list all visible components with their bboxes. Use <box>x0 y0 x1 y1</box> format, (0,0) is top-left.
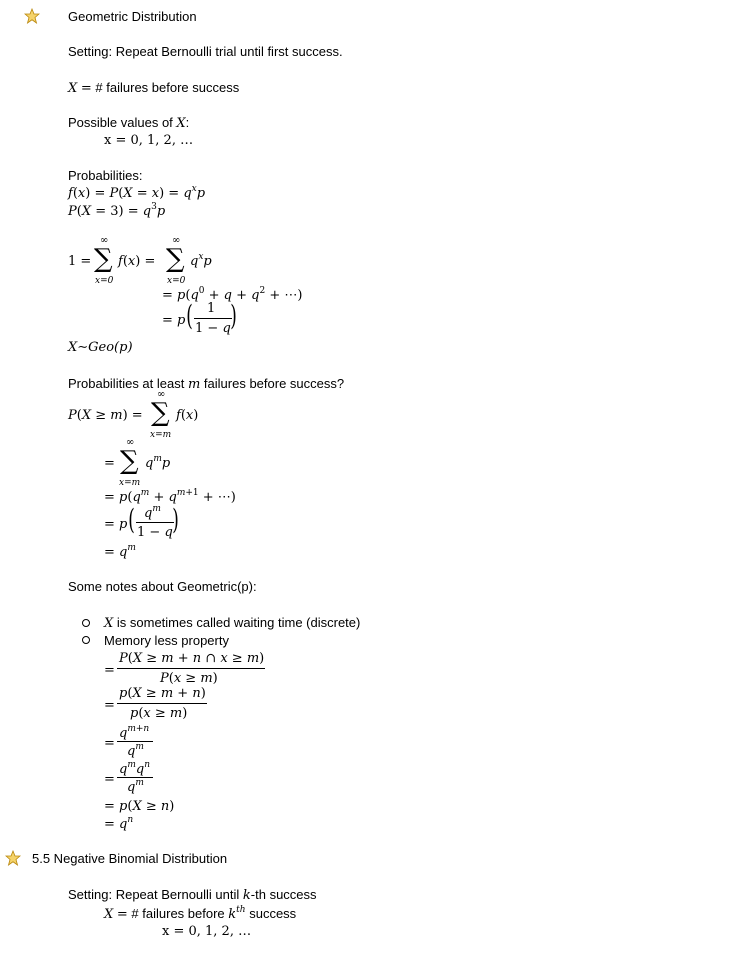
mem-step-6: = $q^n$ <box>104 815 134 832</box>
section-title-geometric: Geometric Distribution <box>68 9 197 24</box>
series-expansion: = $p(q^0 + q + q^2$ + ⋯) <box>162 286 303 303</box>
sigma-icon: ∑ <box>151 398 170 428</box>
sum-upper-limit-2: ∞ <box>172 235 181 246</box>
sigma-icon: ∑ <box>94 244 113 274</box>
note-waiting-time: X is sometimes called waiting time (discrete) <box>104 615 361 631</box>
mem-step-4-eq: = <box>104 772 115 787</box>
tail-step-1: = <box>104 456 115 471</box>
left-paren: ( <box>128 503 135 536</box>
fraction-bar <box>117 668 265 669</box>
star-icon <box>5 850 21 866</box>
tail-step-3: = p <box>104 517 128 532</box>
pmf-example: $P(X = 3) = q^3p$ <box>68 202 166 219</box>
sum-upper-limit-3: ∞ <box>157 389 166 400</box>
fraction-bar <box>136 522 174 523</box>
fraction-bar <box>117 703 207 704</box>
circle-bullet-icon <box>82 619 90 627</box>
possible-values: x = 0, 1, 2, … <box>104 133 194 148</box>
geo-notation: X∼Geo(p) <box>68 340 133 355</box>
circle-bullet-icon <box>82 636 90 644</box>
notes-label: Some notes about Geometric(p): <box>68 579 257 594</box>
mem-step-2-eq: = <box>104 698 115 713</box>
possible-values-label: Possible values of X: <box>68 115 190 131</box>
left-paren: ( <box>186 299 193 332</box>
x-definition: X = # failures before success <box>68 80 240 96</box>
mem-step-3-num: $q^{m+n}$ <box>119 724 150 741</box>
mem-step-4-num: $q^mq^n$ <box>119 760 150 777</box>
sum-lower-limit-2: x=0 <box>167 276 186 286</box>
mem-step-1-num: P(X ≥ m + n ∩ x ≥ m) <box>119 651 265 666</box>
tail-term-fx: f(x) <box>176 408 199 423</box>
nb-values: x = 0, 1, 2, … <box>162 924 252 939</box>
sum-one-equation: 1 = <box>68 254 92 269</box>
sum-lower-limit-4: x=m <box>119 478 141 488</box>
tail-step-4: = $q^m$ <box>104 543 136 560</box>
sum-lower-limit: x=0 <box>95 276 114 286</box>
tail-prob-formula: P(X ≥ m) = <box>68 408 143 423</box>
sum-term-qxp: $q^xp$ <box>190 252 212 269</box>
nb-x-definition: X = # failures before $k^{th}$ success <box>104 905 297 922</box>
sum-upper-limit: ∞ <box>100 235 109 246</box>
mem-step-3-den: $q^m$ <box>127 742 144 759</box>
mem-step-1-eq: = <box>104 663 115 678</box>
tail-step-2: = $p(q^m + q^{m+1}$ + ⋯) <box>104 488 236 505</box>
sum-upper-limit-4: ∞ <box>126 437 135 448</box>
mem-step-2-num: p(X ≥ m + n) <box>119 686 206 701</box>
right-paren: ) <box>230 299 237 332</box>
frac-num-2: $q^m$ <box>144 504 161 521</box>
mem-step-2-den: p(x ≥ m) <box>130 706 188 721</box>
fraction-bar <box>194 318 232 319</box>
mem-step-3-eq: = <box>104 736 115 751</box>
pmf-formula: $f(x) = P(X = x) = q^xp$ <box>68 184 206 201</box>
series-result: = p <box>162 313 186 328</box>
nb-setting: Setting: Repeat Bernoulli until k-th success <box>68 887 317 903</box>
at-least-question: Probabilities at least m failures before success? <box>68 376 345 392</box>
star-icon <box>24 8 40 24</box>
probabilities-label: Probabilities: <box>68 168 143 183</box>
sum-term-fx: f(x) = <box>118 254 156 269</box>
frac-den: 1 − q <box>195 321 231 336</box>
setting-text: Setting: Repeat Bernoulli trial until first success. <box>68 44 343 59</box>
sigma-icon: ∑ <box>120 446 139 476</box>
section-title-negative-binomial: 5.5 Negative Binomial Distribution <box>32 851 228 866</box>
sigma-icon: ∑ <box>166 244 185 274</box>
tail-term-qmp: $q^mp$ <box>145 454 171 471</box>
sum-lower-limit-3: x=m <box>150 430 172 440</box>
note-memoryless: Memory less property <box>104 633 229 648</box>
frac-den-2: 1 − q <box>137 525 173 540</box>
mem-step-5: = p(X ≥ n) <box>104 799 175 814</box>
mem-step-4-den: $q^m$ <box>127 778 144 795</box>
right-paren: ) <box>172 503 179 536</box>
mem-step-1-den: P(x ≥ m) <box>160 671 218 686</box>
frac-num: 1 <box>207 301 216 316</box>
